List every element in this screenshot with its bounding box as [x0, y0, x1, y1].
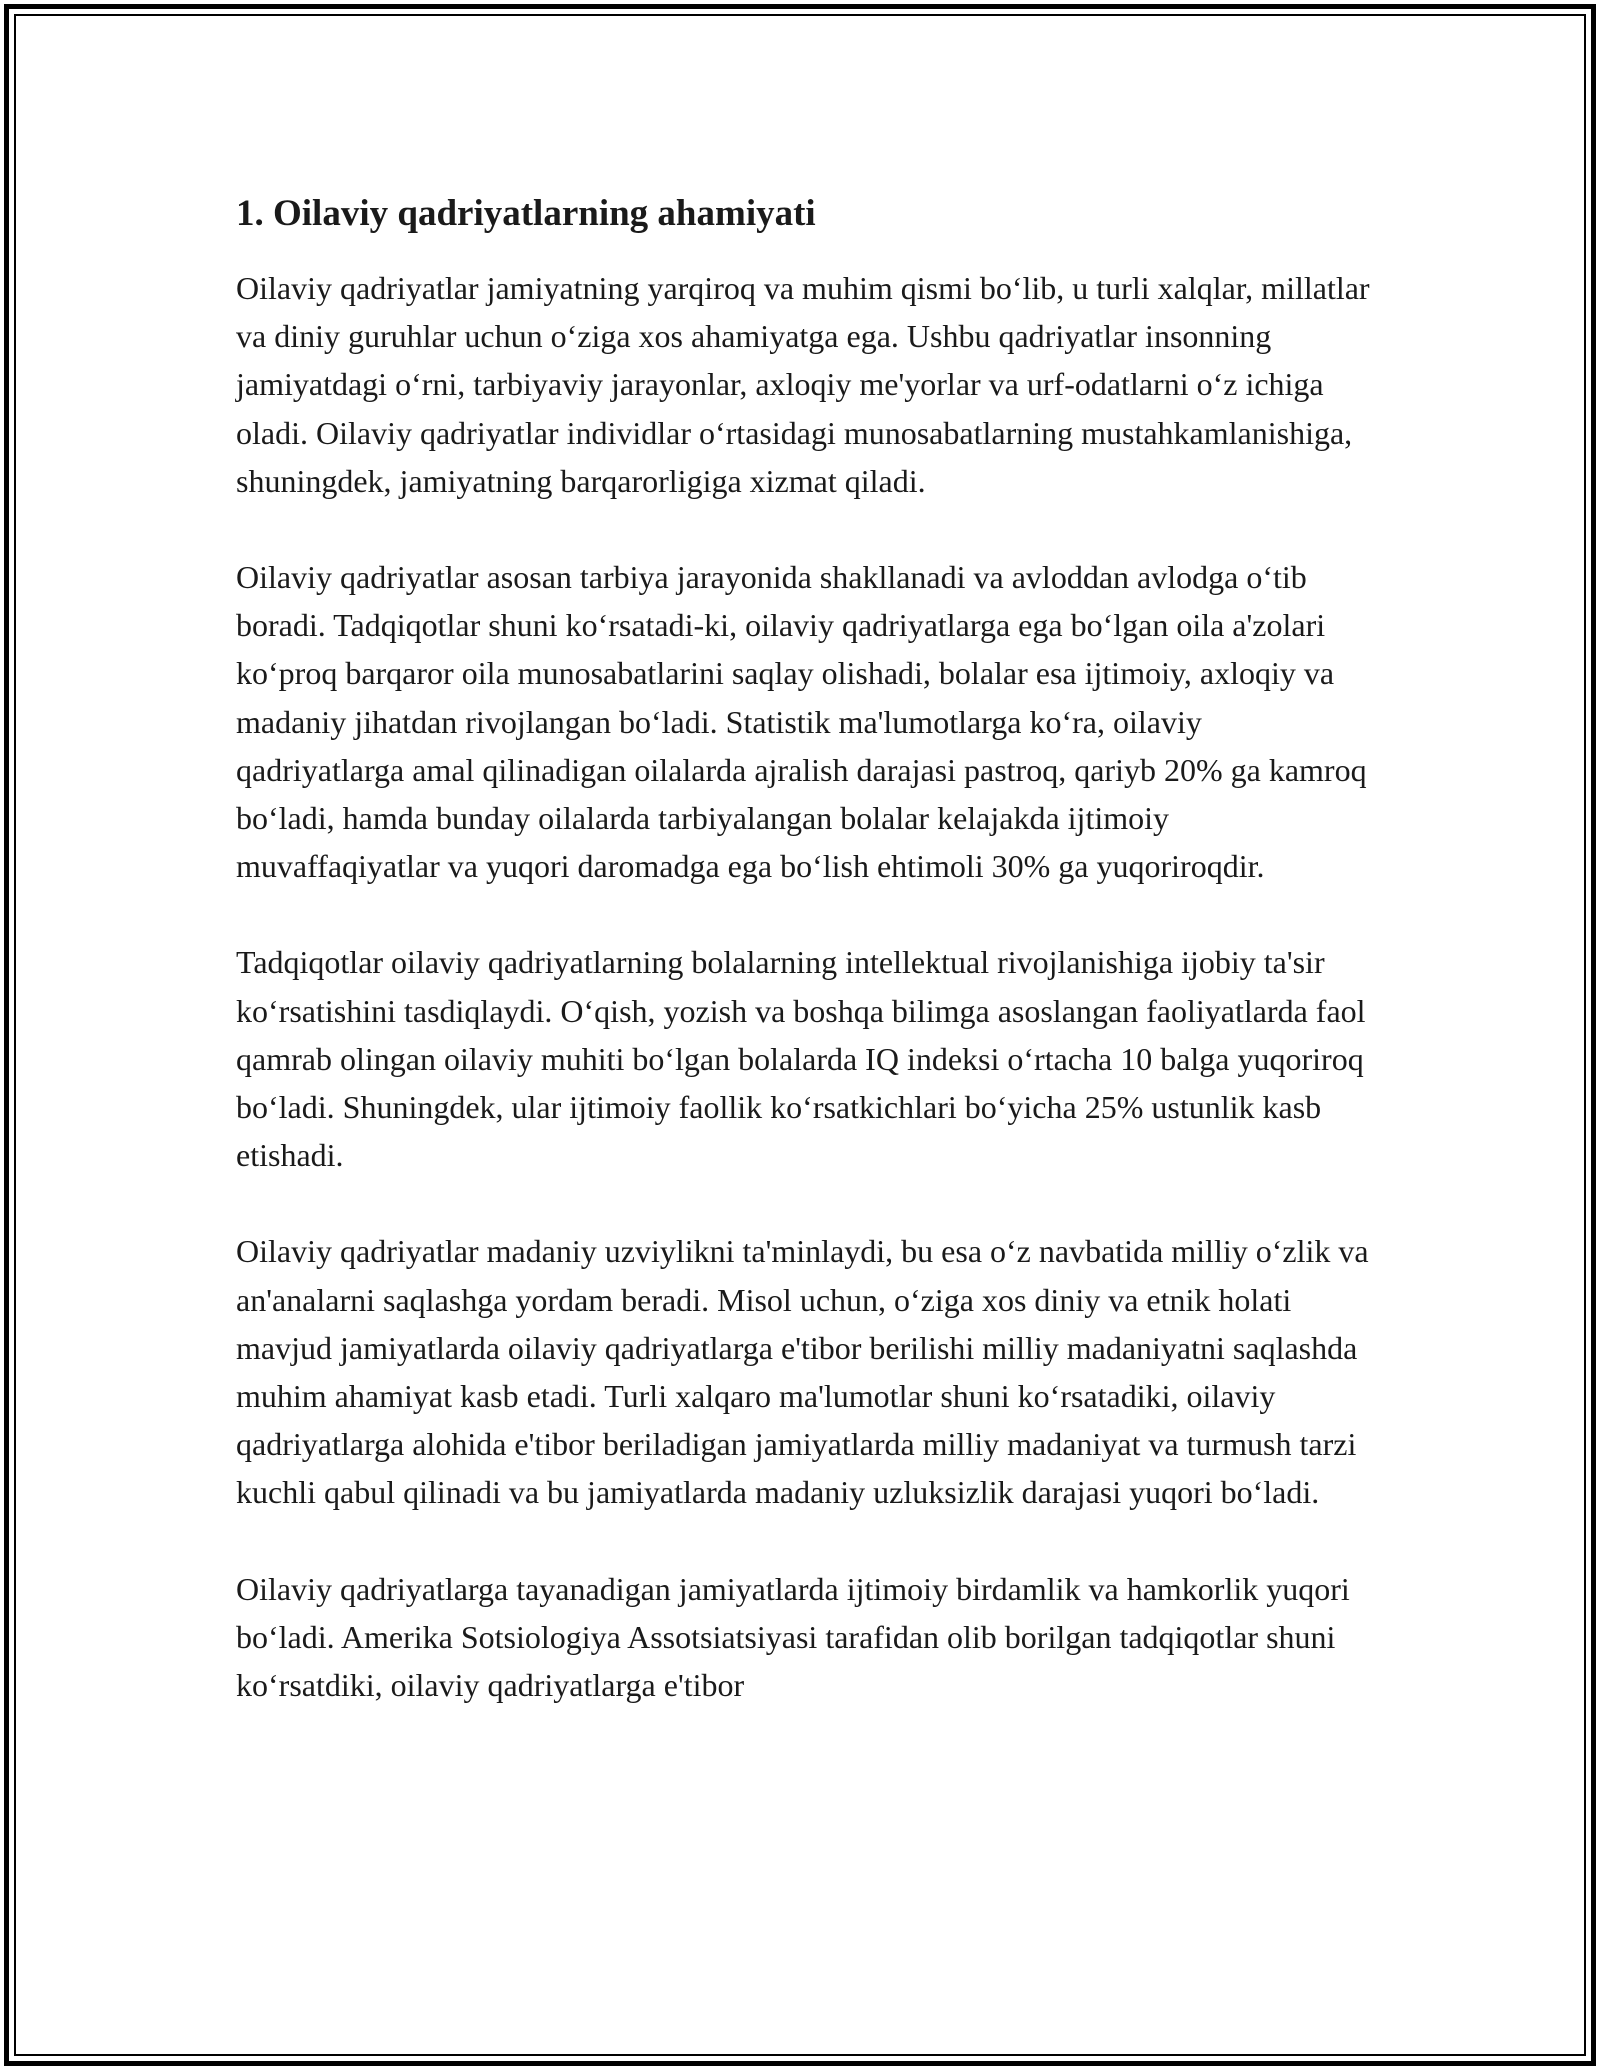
paragraph-5: Oilaviy qadriyatlarga tayanadigan jamiyatlarda ijtimoiy birdamlik va hamkorlik yuqori bo‘ladi. Amerika Sotsiologiya Assotsiatsiyasi tarafidan olib borilgan tadqiqotlar shuni ko‘rsatdiki, oilaviy qadriyatlarga e'tibor [236, 1570, 1350, 1704]
paragraph-1: Oilaviy qadriyatlar jamiyatning yarqiroq va muhim qismi bo‘lib, u turli xalqlar, millatlar va diniy guruhlar uchun o‘ziga xos ahamiyatga ega. Ushbu qadriyatlar insonning jamiyatdagi o‘rni, tarbiyaviy jarayonlar, axloqiy me'yorlar va urf-odatlarni o‘z ichiga oladi. Oilaviy qadriyatlar individlar o‘rtasidagi munosabatlarning mustahkamlanishiga, shuningdek, jamiyatning barqarorligiga xizmat qiladi. [236, 270, 1370, 499]
section-heading: 1. Oilaviy qadriyatlarning ahamiyati [236, 193, 816, 234]
paragraph-3: Tadqiqotlar oilaviy qadriyatlarning bolalarning intellektual rivojlanishiga ijobiy ta'sir ko‘rsatishini tasdiqlaydi. O‘qish, yozish va boshqa bilimga asoslangan faoliyatlarda faol qamrab olingan oilaviy muhiti bo‘lgan bolalarda IQ indeksi o‘rtacha 10 balga yuqoriroq bo‘ladi. Shuningdek, ular ijtimoiy faollik ko‘rsatkichlari bo‘yicha 25% ustunlik kasb etishadi. [236, 944, 1366, 1174]
document-body [236, 186, 1370, 1757]
paragraph-4: Oilaviy qadriyatlar madaniy uzviylikni ta'minlaydi, bu esa o‘z navbatida milliy o‘zlik va an'analarni saqlashga yordam beradi. Misol uchun, o‘ziga xos diniy va etnik holati mavjud jamiyatlarda oilaviy qadriyatlarga e'tibor berilishi milliy madaniyatni saqlashda muhim ahamiyat kasb etadi. Turli xalqaro ma'lumotlar shuni ko‘rsatadiki, oilaviy qadriyatlarga alohida e'tibor beriladigan jamiyatlarda milliy madaniyat va turmush tarzi kuchli qabul qilinadi va bu jamiyatlarda madaniy uzluksizlik darajasi yuqori bo‘ladi. [236, 1233, 1369, 1511]
paragraph-2: Oilaviy qadriyatlar asosan tarbiya jarayonida shakllanadi va avloddan avlodga o‘tib boradi. Tadqiqotlar shuni ko‘rsatadi-ki, oilaviy qadriyatlarga ega bo‘lgan oila a'zolari ko‘proq barqaror oila munosabatlarini saqlay olishadi, bolalar esa ijtimoiy, axloqiy va madaniy jihatdan rivojlangan bo‘ladi. Statistik ma'lumotlarga ko‘ra, oilaviy qadriyatlarga amal qilinadigan oilalarda ajralish darajasi pastroq, qariyb 20% ga kamroq bo‘ladi, hamda bunday oilalarda tarbiyalangan bolalar kelajakda ijtimoiy muvaffaqiyatlar va yuqori daromadga ega bo‘lish ehtimoli 30% ga yuqoriroqdir. [236, 559, 1367, 885]
